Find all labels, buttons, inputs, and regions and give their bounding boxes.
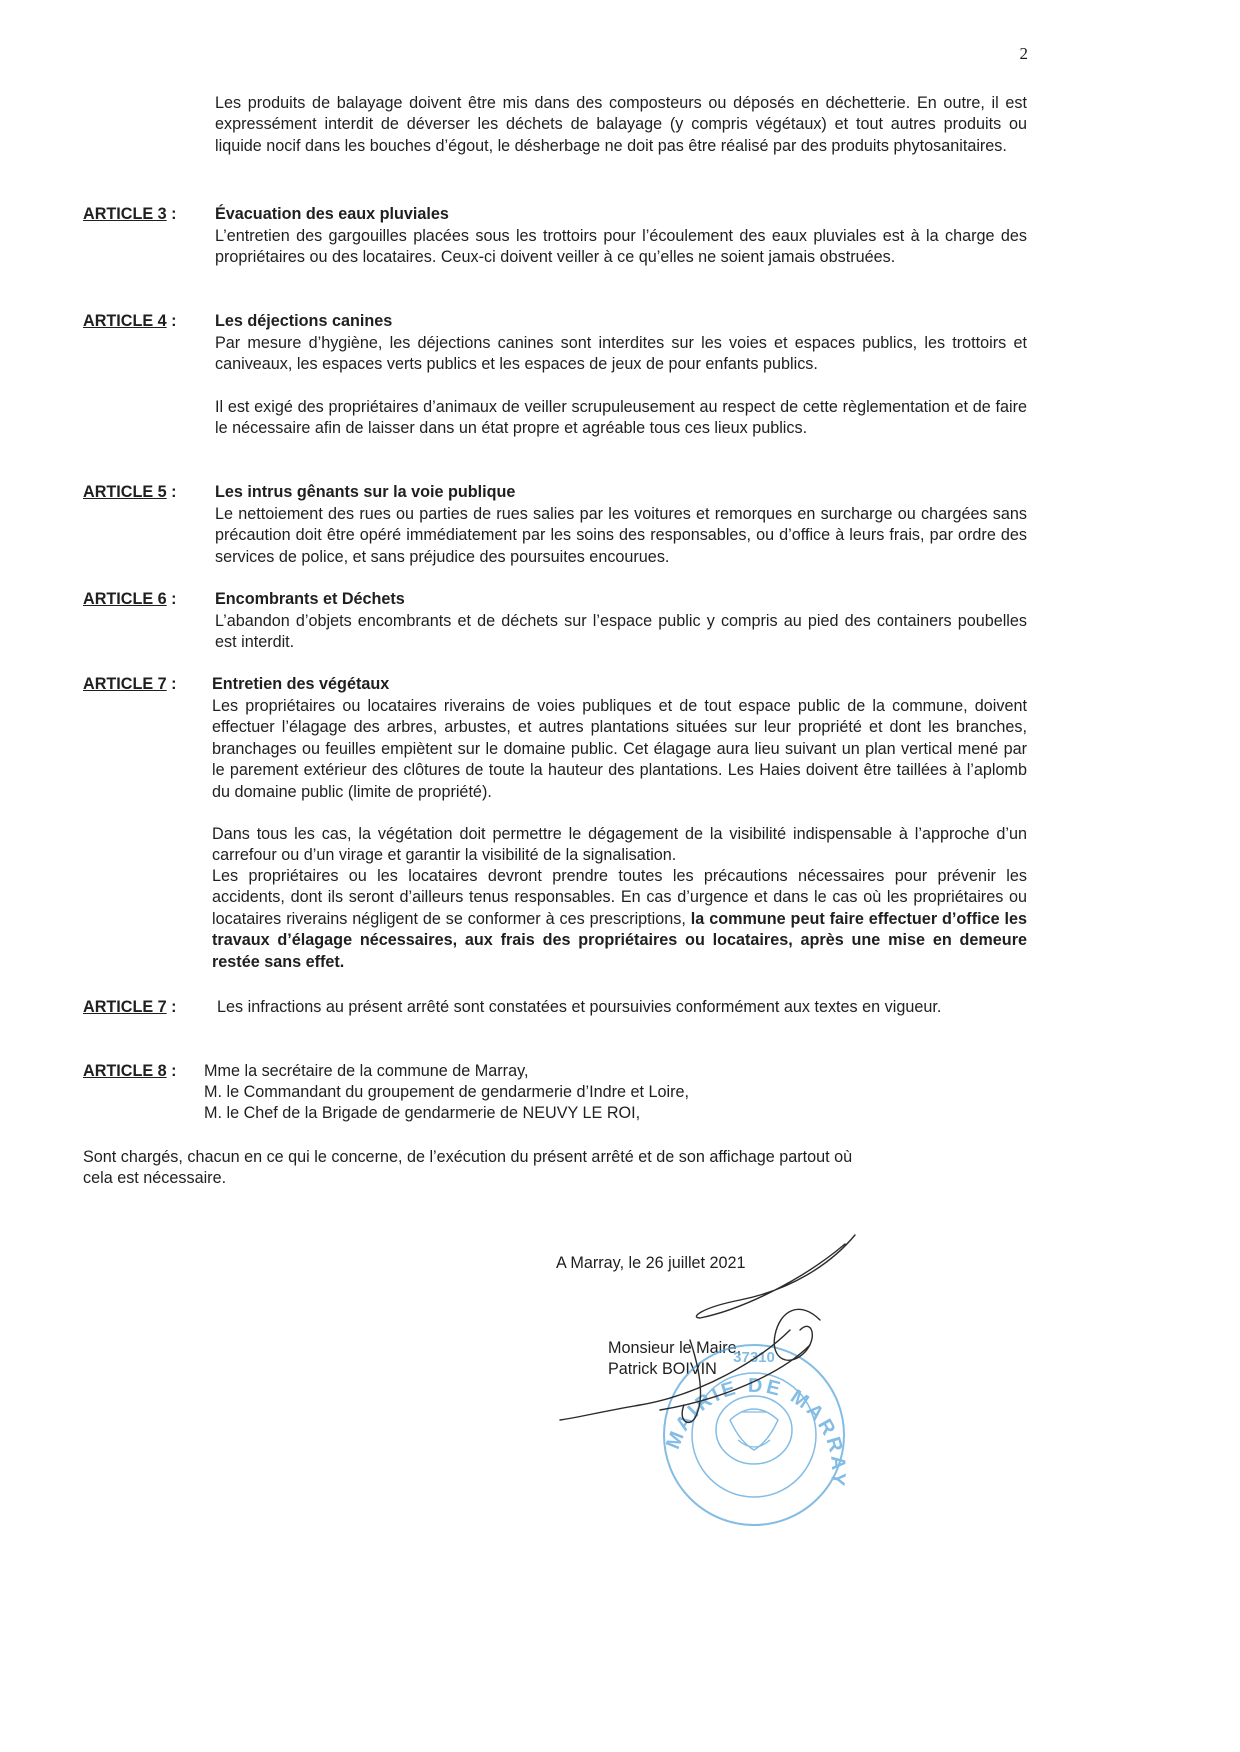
article-5-title: Les intrus gênants sur la voie publique bbox=[215, 483, 516, 501]
article-7-label: ARTICLE 7 : bbox=[83, 675, 177, 693]
article-7-infractions-label: ARTICLE 7 : bbox=[83, 998, 177, 1016]
date-line: A Marray, le 26 juillet 2021 bbox=[556, 1254, 746, 1272]
signatory-title: Monsieur le Maire, bbox=[608, 1339, 742, 1357]
article-3-title: Évacuation des eaux pluviales bbox=[215, 205, 449, 223]
article-4-text-1: Par mesure d’hygiène, les déjections canines sont interdites sur les voies et espaces publics, les trottoirs et caniveaux, les espaces verts publics et les espaces de jeux de pour enfants publics. bbox=[215, 334, 1027, 374]
article-4-title: Les déjections canines bbox=[215, 312, 393, 330]
article-4-label: ARTICLE 4 : bbox=[83, 312, 177, 330]
article-3-text: L’entretien des gargouilles placées sous les trottoirs pour l’écoulement des eaux pluviales est à la charge des propriétaires ou des locataires. Ceux-ci doivent veiller à ce qu’elles ne soient jamais obstruées. bbox=[215, 227, 1027, 267]
article-8-label: ARTICLE 8 : bbox=[83, 1062, 177, 1080]
article-7-infractions-text: Les infractions au présent arrêté sont constatées et poursuivies conformément aux textes en vigueur. bbox=[217, 998, 942, 1016]
article-5-label: ARTICLE 5 : bbox=[83, 483, 177, 501]
article-7-title: Entretien des végétaux bbox=[212, 675, 390, 693]
article-8-line-3: M. le Chef de la Brigade de gendarmerie de NEUVY LE ROI, bbox=[204, 1104, 641, 1122]
article-6-label: ARTICLE 6 : bbox=[83, 590, 177, 608]
signatory-name: Patrick BOIVIN bbox=[608, 1360, 717, 1378]
page-number: 2 bbox=[1019, 44, 1028, 63]
article-3-label: ARTICLE 3 : bbox=[83, 205, 177, 223]
article-5-text: Le nettoiement des rues ou parties de rues salies par les voitures et remorques en surcharge ou chargées sans précaution doit être opéré immédiatement par les soins des responsables, ou d’office à leurs frais, par ordre des services de police, et sans préjudice des poursuites encourues. bbox=[215, 505, 1027, 566]
article-4-text-2: Il est exigé des propriétaires d’animaux de veiller scrupuleusement au respect de cette règlementation et de faire le nécessaire afin de laisser dans un état propre et agréable tous ces lieux publics. bbox=[215, 398, 1027, 438]
article-7-text-3-plain: Les propriétaires ou les locataires devront prendre toutes les précautions nécessaires pour prévenir les accidents, dont ils seront d’ailleurs tenus responsables. En cas d’urgence et dans le cas où les propriétaires ou locataires riverains négligent de se conformer à ces prescriptions, bbox=[212, 867, 1027, 928]
stamp-text: MAIRIE DE MARRAY bbox=[662, 1374, 850, 1490]
article-8-line-2: M. le Commandant du groupement de gendarmerie d’Indre et Loire, bbox=[204, 1083, 690, 1101]
article-7-text-3-bold: la commune peut faire effectuer d’office les travaux d’élagage nécessaires, aux frais des propriétaires ou locataires, après une mise en demeure restée sans effet. bbox=[212, 909, 1027, 971]
article-6-text: L’abandon d’objets encombrants et de déchets sur l’espace public y compris au pied des containers poubelles est interdit. bbox=[215, 612, 1027, 652]
intro-paragraph: Les produits de balayage doivent être mis dans des composteurs ou déposés en déchetterie. En outre, il est expressément interdit de déverser les déchets de balayage (y compris végétaux) et tout autres produits ou liquide nocif dans les bouches d’égout, le désherbage ne doit pas être réalisé par des produits phytosanitaires. bbox=[215, 94, 1027, 155]
article-8-line-1: Mme la secrétaire de la commune de Marray, bbox=[204, 1062, 529, 1080]
closing-paragraph: Sont chargés, chacun en ce qui le concerne, de l’exécution du présent arrêté et de son affichage partout où cela est nécessaire. bbox=[83, 1148, 853, 1188]
article-7-text-1: Les propriétaires ou locataires riverains de voies publiques et de tout espace public de la commune, doivent effectuer l’élagage des arbres, arbustes, et autres plantations situées sur leur propriété et dont les branches, branchages ou feuilles empiètent sur le domaine public. Cet élagage aura lieu suivant un plan vertical mené par le parement extérieur des clôtures de toute la hauteur des plantations. Les Haies doivent être taillées à l’aplomb du domaine public (limite de propriété). bbox=[212, 697, 1027, 801]
stamp-number: 37310 bbox=[733, 1349, 775, 1366]
article-7-text-2: Dans tous les cas, la végétation doit permettre le dégagement de la visibilité indispensable à l’approche d’un carrefour ou d’un virage et garantir la visibilité de la signalisation. bbox=[212, 825, 1027, 865]
article-6-title: Encombrants et Déchets bbox=[215, 590, 405, 608]
